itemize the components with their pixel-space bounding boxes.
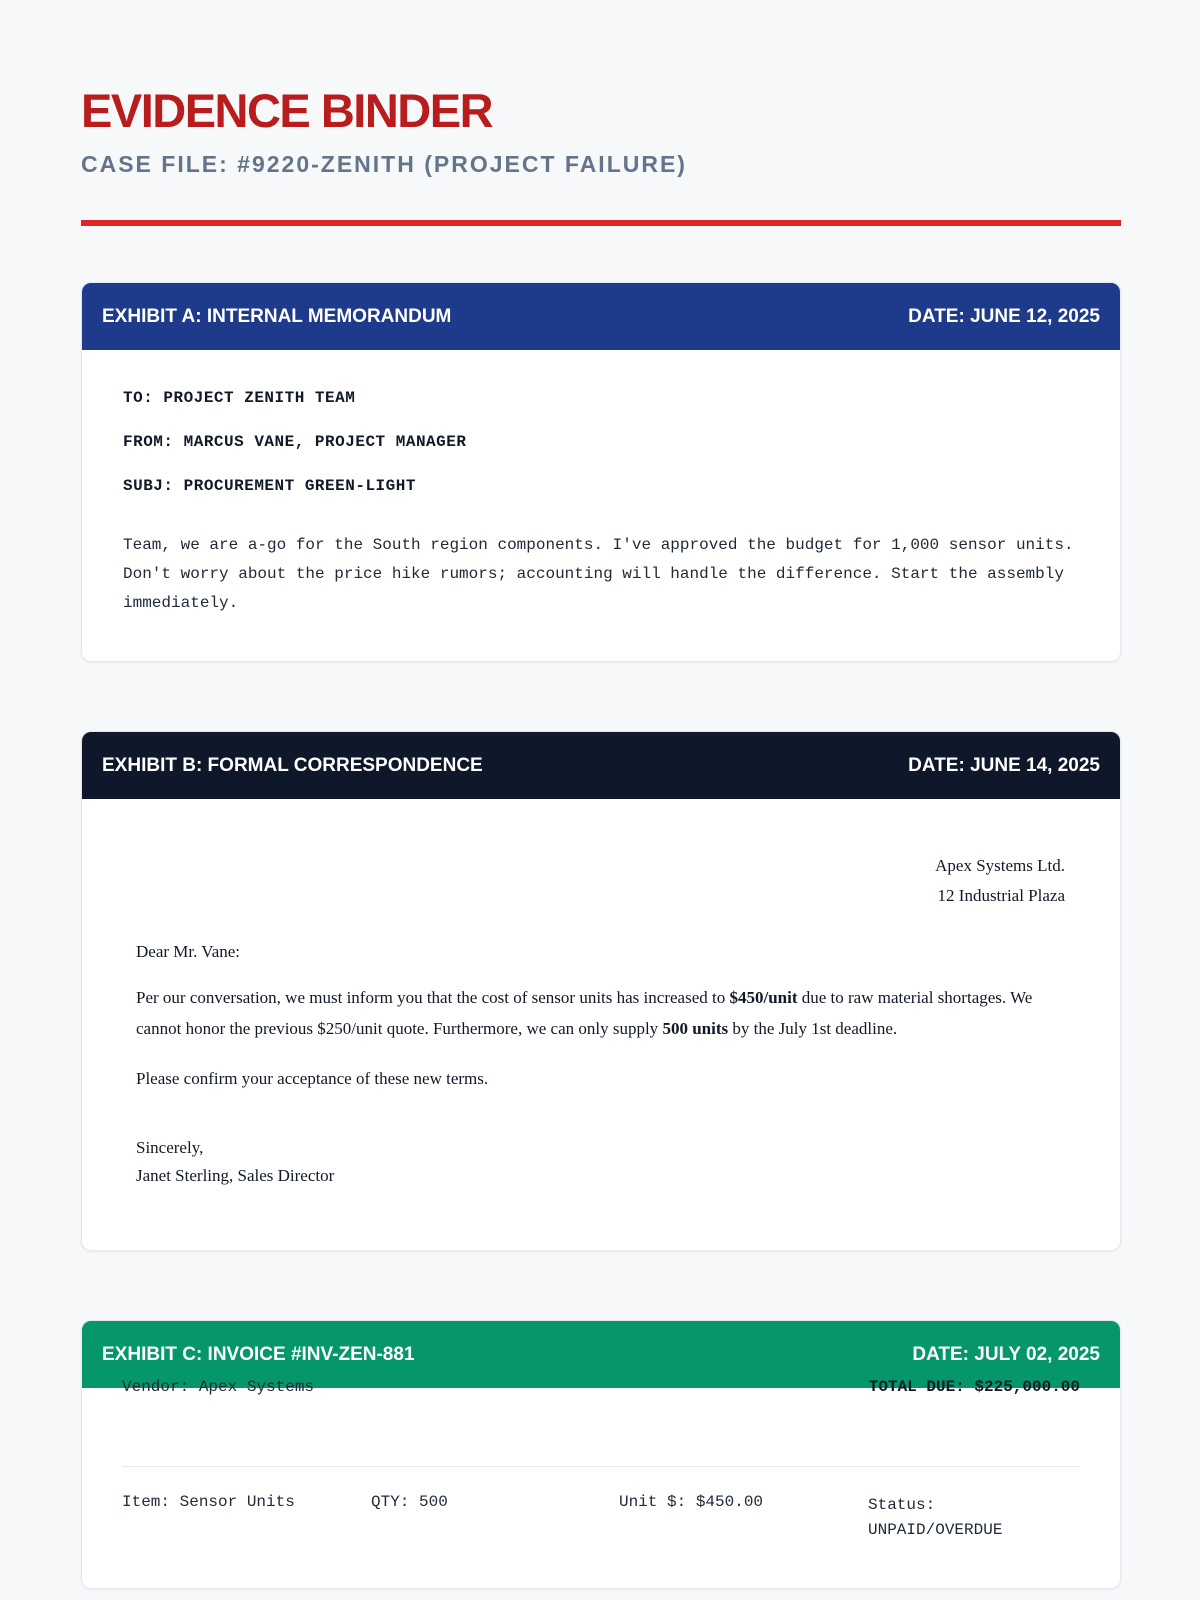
new-unit-price: $450/unit	[729, 988, 798, 1007]
exhibit-c-card	[81, 1320, 1121, 1589]
letter-confirmation: Please confirm your acceptance of these new terms.	[136, 1069, 489, 1088]
supply-quantity: 500 units	[662, 1019, 729, 1038]
letter-signature: Janet Sterling, Sales Director	[136, 1166, 335, 1185]
sender-company: Apex Systems Ltd.	[935, 856, 1065, 875]
memo-from: FROM: MARCUS VANE, PROJECT MANAGER	[123, 433, 467, 451]
exhibit-a-title: EXHIBIT A: INTERNAL MEMORANDUM	[102, 305, 452, 327]
letter-text: Per our conversation, we must inform you that the cost of sensor units has increased to	[136, 988, 730, 1007]
invoice-vendor: Vendor: Apex Systems	[122, 1378, 315, 1396]
exhibit-a-header	[82, 283, 1120, 350]
exhibit-b-header	[82, 732, 1120, 799]
page-title: EVIDENCE BINDER	[81, 84, 493, 137]
invoice-total-due: TOTAL DUE: $225,000.00	[868, 1378, 1080, 1396]
invoice-quantity: QTY: 500	[371, 1493, 448, 1511]
exhibit-b-card	[81, 731, 1121, 1251]
exhibit-a-date: DATE: JUNE 12, 2025	[908, 305, 1100, 327]
exhibit-b-date: DATE: JUNE 14, 2025	[908, 754, 1100, 776]
invoice-status	[868, 1493, 1002, 1543]
letter-paragraph	[136, 982, 1076, 1044]
memo-subject: SUBJ: PROCUREMENT GREEN-LIGHT	[123, 477, 416, 495]
memo-to: TO: PROJECT ZENITH TEAM	[123, 389, 356, 407]
letter-text: due to raw material shortages. We cannot honor the previous $250/unit quote. Furthermore, we can only supply	[136, 988, 1033, 1038]
invoice-status-label: Status:	[868, 1496, 936, 1514]
exhibit-c-title: EXHIBIT C: INVOICE #INV-ZEN-881	[102, 1343, 415, 1365]
invoice-item: Item: Sensor Units	[122, 1493, 295, 1511]
letter-closing: Sincerely,	[136, 1138, 204, 1157]
title-divider	[81, 220, 1121, 226]
case-file-subtitle: CASE FILE: #9220-ZENITH (PROJECT FAILURE)	[81, 151, 687, 177]
exhibit-c-date: DATE: JULY 02, 2025	[912, 1343, 1100, 1365]
letter-text: by the July 1st deadline.	[728, 1019, 898, 1038]
invoice-status-value: UNPAID/OVERDUE	[868, 1521, 1003, 1539]
exhibit-a-card	[81, 282, 1121, 662]
sender-address: 12 Industrial Plaza	[937, 886, 1065, 905]
memo-body: Team, we are a-go for the South region components. I've approved the budget for 1,000 sensor units. Don't worry about the price hike rumors; accounting will handle the difference. Start the assembly immediately.	[123, 536, 1074, 612]
letter-salutation: Dear Mr. Vane:	[136, 942, 241, 961]
invoice-divider	[122, 1466, 1080, 1467]
invoice-unit-price: Unit $: $450.00	[619, 1493, 764, 1511]
exhibit-b-title: EXHIBIT B: FORMAL CORRESPONDENCE	[102, 754, 483, 776]
